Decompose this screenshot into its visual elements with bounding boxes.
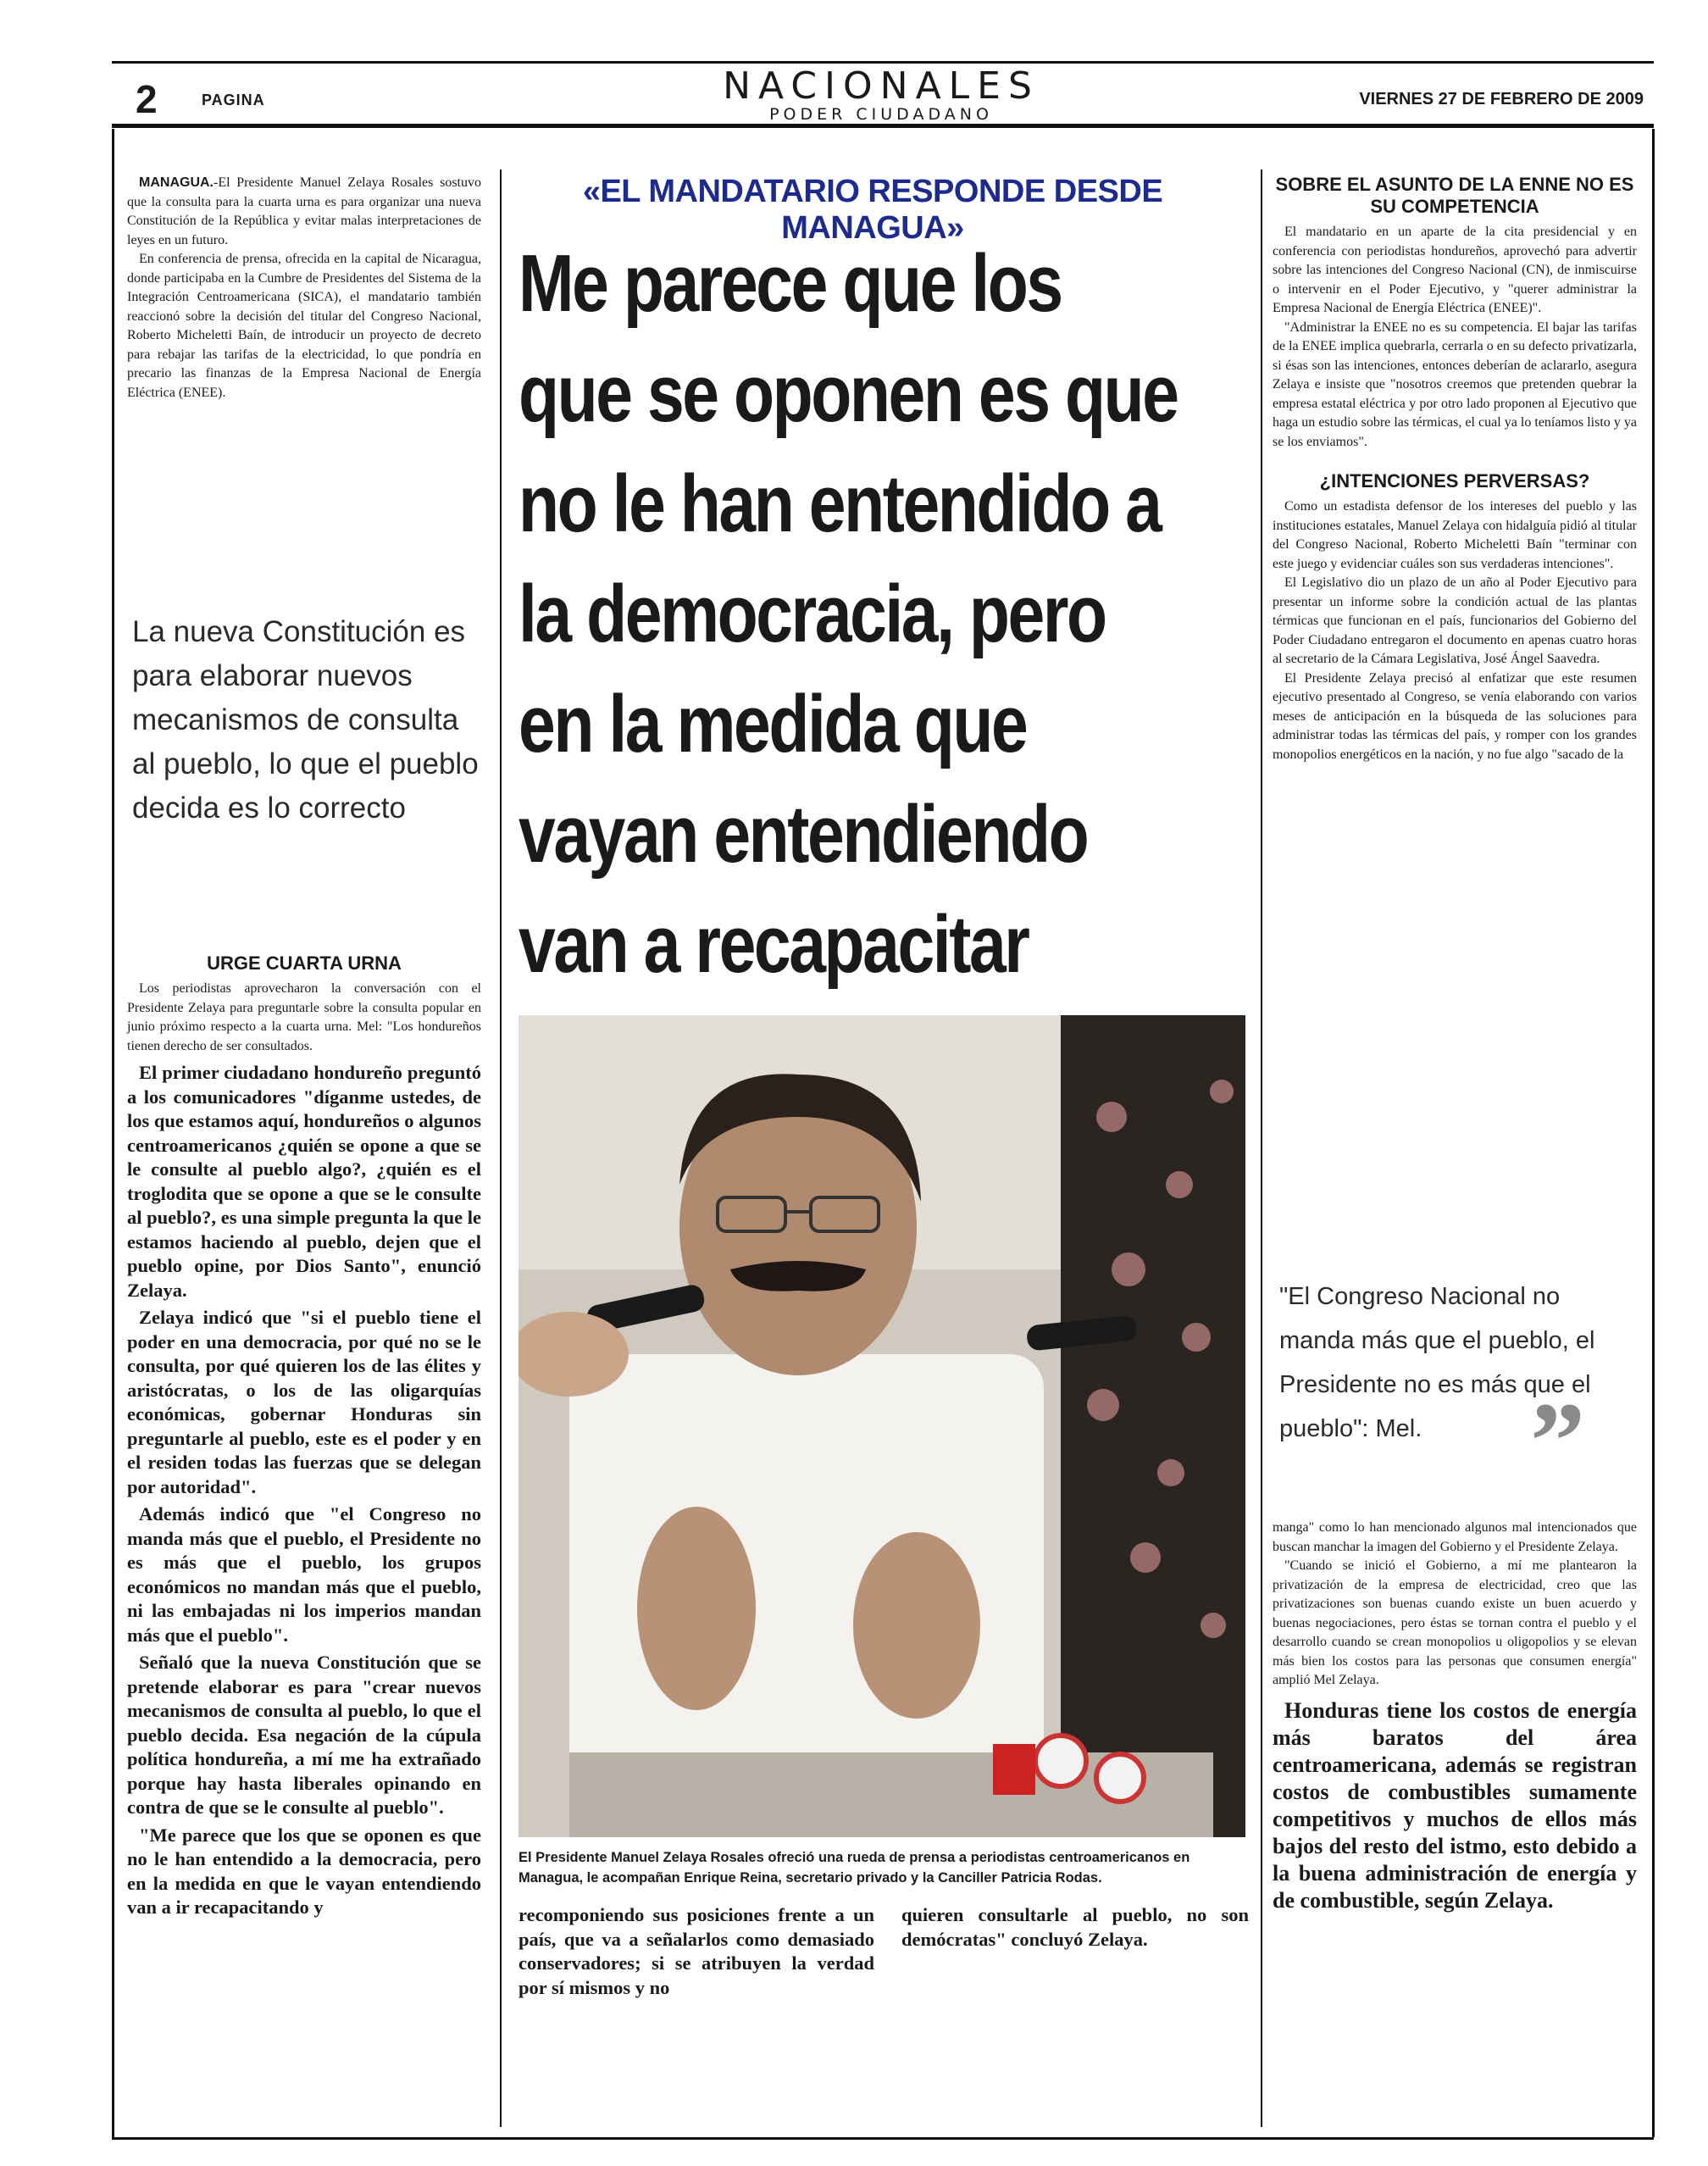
body-paragraph: El mandatario en un aparte de la cita presidencial y en conferencia con periodistas hondureños, aprovechó para advertir sobre las intenciones del Congreso Nacional (CN), de inmiscuirse o intervenir en el Poder Ejecutivo, y "querer administrar la Empresa Nacional de Energía Eléctrica (ENEE)". <box>1273 225 1637 315</box>
kicker: «EL MANDATARIO RESPONDE DESDE MANAGUA» <box>582 174 1163 246</box>
bold-paragraph: Honduras tiene los costos de energía más baratos del área centroamericana, además se registran costos de combustibles sumamente competitivos y muchos de ellos más bajos del resto del istmo, esto debido a la buena administración de energía y de combustible, según Zelaya. <box>1273 1697 1637 1913</box>
right-column-lower <box>1273 1519 1637 1918</box>
header-rule <box>112 124 1654 128</box>
left-body <box>127 980 481 1056</box>
body-paragraph: "Cuando se inició el Gobierno, a mí me plantearon la privatización de la empresa de electricidad, creo que las privatizaciones son buenas cuando existe un buen acuerdo y buenas negociaciones, pero éstas se tornan contra el pueblo y el desarrollo cuando se crean monopolios u oligopolios y se elevan más bien los costos para las personas que consumen energía" amplió Mel Zelaya. <box>1273 1558 1637 1687</box>
page-label: PAGINA <box>202 92 265 108</box>
body-paragraph: "Administrar la ENEE no es su competencia. El bajar las tarifas de la ENEE implica quebrarla, cerrarla o en su defecto privatizarla, si ésas son las intenciones, entonces deberían de aclararlo, asegura Zelaya e insiste que "nosotros creemos que pretenden quebrar la empresa estatal eléctrica y por otro lado proponen al Ejecutivo que haga un estudio sobre las térmicas, el cual ya lo teníamos listo y ya se los enviamos". <box>1273 319 1637 449</box>
body-paragraph: manga" como lo han mencionado algunos mal intencionados que buscan manchar la imagen del Gobierno y el Presidente Zelaya. <box>1273 1520 1637 1554</box>
pull-quote-left: La nueva Constitución es para elaborar nuevos mecanismos de consulta al pueblo, lo que el pueblo decida es lo correcto <box>132 615 479 825</box>
right-body-top <box>1273 223 1637 452</box>
headline <box>518 229 1178 1000</box>
quote-mark-icon: ” <box>1530 1380 1585 1502</box>
body-paragraph: En conferencia de prensa, ofrecida en la capital de Nicaragua, donde participaba en la Cumbre de Presidentes del Sistema de la Integración Centroamericana (SICA), el mandatario también reaccionó sobre la decisión del titular del Congreso Nacional, Roberto Micheletti Baín, de introducir un proyecto de decreto para rebajar las tarifas de la electricidad, lo que pondría en precario las finanzas de la Empresa Nacional de Energía Eléctrica (ENEE). <box>127 252 481 400</box>
center-continuation-2 <box>901 1903 1249 1955</box>
headline-line: que se oponen es que <box>518 348 1178 439</box>
left-intro <box>127 174 481 403</box>
headline-line: la democracia, pero <box>518 569 1106 659</box>
left-bold-body <box>127 1061 481 1920</box>
right-body-bottom <box>1273 1519 1637 1691</box>
headline-line: Me parece que los <box>518 238 1062 329</box>
page-number: 2 <box>136 77 158 121</box>
bold-paragraph: recomponiendo sus posiciones frente a un país, que va a señalarlos como demasiado conservadores; si se atribuyen la verdad por sí mismos y no <box>518 1904 874 1998</box>
subhead-intenciones: ¿INTENCIONES PERVERSAS? <box>1319 470 1590 492</box>
headline-line: van a recapacitar <box>518 899 1029 990</box>
right-border <box>1652 129 1655 2137</box>
right-bold-body <box>1273 1697 1637 1914</box>
header-top-rule <box>112 61 1654 64</box>
press-conference-photo <box>518 1015 1245 1837</box>
column-divider-left <box>500 169 502 2127</box>
headline-line: no le han entendido a <box>518 458 1161 549</box>
bold-paragraph: quieren consultarle al pueblo, no son demócratas" concluyó Zelaya. <box>901 1904 1249 1950</box>
bold-paragraph: Señaló que la nueva Constitución que se pretende elaborar es para "crear nuevos mecanismos de consulta al pueblo, lo que el pueblo decida. Esa negación de la cúpula política hondureña, a mí me ha extrañado porque hay hasta liberales opinando en contra de que se le consulte al pueblo". <box>127 1652 481 1818</box>
column-divider-right <box>1261 169 1262 2127</box>
subhead-urge: URGE CUARTA URNA <box>207 952 402 974</box>
headline-line: vayan entendiendo <box>518 789 1088 880</box>
photo-caption: El Presidente Manuel Zelaya Rosales ofreció una rueda de prensa a periodistas centroamericanos en Managua, le acompañan Enrique Reina, secretario privado y la Canciller Patricia Rodas. <box>518 1850 1190 1886</box>
bold-paragraph: "Me parece que los que se oponen es que no le han entendido a la democracia, pero en la medida en que le vayan entendiendo van a ir recapacitando y <box>127 1824 481 1918</box>
left-column-lower <box>127 941 481 1924</box>
footer-rule <box>112 2137 1654 2140</box>
bold-paragraph: El primer ciudadano hondureño preguntó a los comunicadores "díganme ustedes, de los que estamos aquí, hondureños o algunos centroamericanos ¿quién se opone a que se le consulte al pueblo algo?, ¿quién es el troglodita que se opone a que se le consulte al pueblo?, es una simple pregunta la que le estamos haciendo al pueblo, dejen que el pueblo opine, por Dios Santo", enunció Zelaya. <box>127 1062 481 1301</box>
body-paragraph: Los periodistas aprovecharon la conversación con el Presidente Zelaya para preguntarle sobre la consulta popular en junio próximo respecto a la cuarta urna. Mel: "Los hondureños tienen derecho de ser consultados. <box>127 981 481 1053</box>
bold-paragraph: Además indicó que "el Congreso no manda más que el pueblo, el Presidente no es más que el pueblo, los grupos económicos no mandan más que el pueblo, ni las embajadas ni los imperios mandan más que el pueblo". <box>127 1503 481 1646</box>
pull-quote-right: "El Congreso Nacional no manda más que el pueblo, el Presidente no es más que el pueblo": Mel. <box>1279 1283 1595 1442</box>
center-continuation-1 <box>518 1903 874 2003</box>
section-subtitle: PODER CIUDADANO <box>769 105 993 124</box>
right-body-mid <box>1273 497 1637 764</box>
dateline: MANAGUA. <box>139 175 214 190</box>
section-title: NACIONALES <box>723 64 1040 108</box>
right-column <box>1273 174 1637 764</box>
headline-line: en la medida que <box>518 679 1027 769</box>
left-border <box>112 129 114 2137</box>
subhead-enne: SOBRE EL ASUNTO DE LA ENNE NO ES SU COMPETENCIA <box>1275 174 1634 217</box>
lead-paragraph: MANAGUA.-El Presidente Manuel Zelaya Rosales sostuvo que la consulta para la cuarta urna es para organizar una nueva Constitución de la República y evitar malas interpretaciones de leyes en un futuro. <box>127 175 481 247</box>
body-paragraph: Como un estadista defensor de los intereses del pueblo y las instituciones estatales, Manuel Zelaya con hidalguía pidió al titular del Congreso Nacional, Roberto Micheletti Baín "terminar con este juego y evidenciar cuáles son sus verdaderas intenciones". <box>1273 499 1637 571</box>
body-paragraph: El Legislativo dio un plazo de un año al Poder Ejecutivo para presentar un informe sobre la condición actual de las plantas térmicas que funcionan en el país, funcionarios del Gobierno del Poder Ciudadano entregaron el documento en apenas cuatro horas al secretario de la Cámara Legislativa, José Ángel Saavedra. <box>1273 575 1637 666</box>
issue-date: VIERNES 27 DE FEBRERO DE 2009 <box>1359 90 1644 108</box>
body-paragraph: El Presidente Zelaya precisó al enfatizar que este resumen ejecutivo presentado al Congreso, se venía elaborando con varios meses de anticipación en la búsqueda de las soluciones para administrar todas las térmicas del país, y romper con los grandes monopolios energéticos en la nación, y no fue algo "sacado de la <box>1273 670 1637 762</box>
left-column <box>127 174 481 403</box>
bold-paragraph: Zelaya indicó que "si el pueblo tiene el poder en una democracia, por qué no se le consulta, por qué quieren los de las élites y aristócratas, o los de las oligarquías económicas, gobernar Honduras sin preguntarle al pueblo, este es el poder y en el residen todas las fuerzas que se delegan por autoridad". <box>127 1307 481 1497</box>
